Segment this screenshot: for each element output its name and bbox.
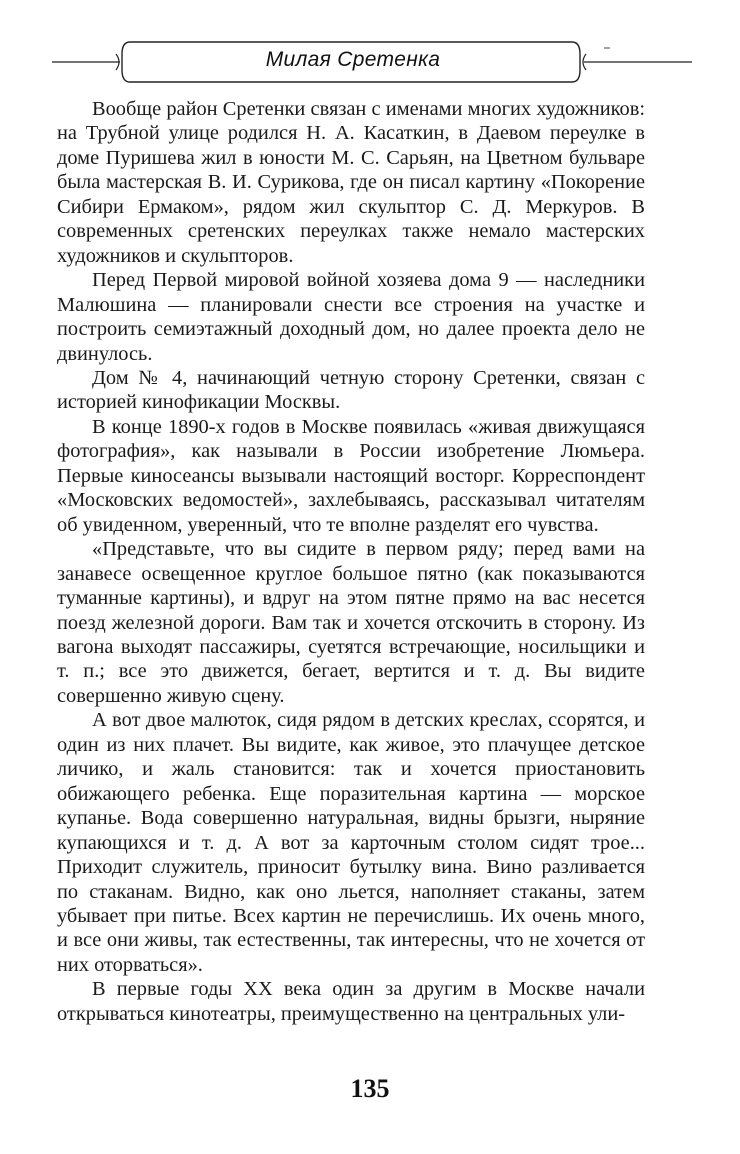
running-header <box>0 34 740 90</box>
body-text <box>57 97 645 1026</box>
paragraph: Перед Первой мировой войной хозяева дома 9 — наследники Малюшина — планировали снести все строения на участке и построить семиэтажный доходный дом, но далее проекта дело не двинулось. <box>57 269 645 365</box>
paragraph: В конце 1890-х годов в Москве появилась «живая движущаяся фотография», как называли в России изобретение Люмьера. Первые киносеансы вызывали настоящий восторг. Корреспондент «Московских ведомостей», захлебываясь, рассказывал читателям об увиденном, уверенный, что те вполне разделят его чувства. <box>57 415 645 536</box>
paragraph: «Представьте, что вы сидите в первом ряду; перед вами на занавесе освещенное круглое большое пятно (как показываются туманные картины), и вдруг на этом пятне прямо на вас несется поезд железной дороги. Вам так и хочется отскочить в сторону. Из вагона выходят пассажиры, суетятся встречающие, носильщики и т. п.; все это движется, бегает, вертится и т. д. Вы видите совершенно живую сцену. <box>57 538 645 707</box>
running-title: Милая Сретенка <box>265 48 441 71</box>
page-number: 135 <box>350 1074 390 1103</box>
paragraph: Вообще район Сретенки связан с именами многих художников: на Трубной улице родился Н. А. Касаткин, в Даевом переулке в доме Пуришева жил в юности М. С. Сарьян, на Цветном бульваре была мастерская В. И. Сурикова, где он писал картину «Покорение Сибири Ермаком», рядом жил скульптор С. Д. Меркуров. В современных сретенских переулках также немало мастерских художников и скульпторов. <box>57 98 645 267</box>
paragraph: Дом № 4, начинающий четную сторону Сретенки, связан с историей кинофикации Москвы. <box>57 366 645 414</box>
paragraph: А вот двое малюток, сидя рядом в детских креслах, ссорятся, и один из них плачет. Вы видите, как живое, это плачущее детское личико, и жаль становится: так и хочется приостановить обижающего ребенка. Еще поразительная картина — морское купанье. Вода совершенно натуральная, видны брызги, ныряние купающихся и т. д. А вот за карточным столом сидят трое... Приходит служитель, приносит бутылку вина. Вино разливается по стаканам. Видно, как оно льется, наполняет стаканы, затем убывает при питье. Всех картин не перечислишь. Их очень много, и все они живы, так естественны, так интересны, что не хочется от них оторваться». <box>57 709 645 976</box>
paragraph: В первые годы XX века один за другим в Москве начали открываться кинотеатры, преимущественно на центральных ули- <box>57 978 645 1025</box>
